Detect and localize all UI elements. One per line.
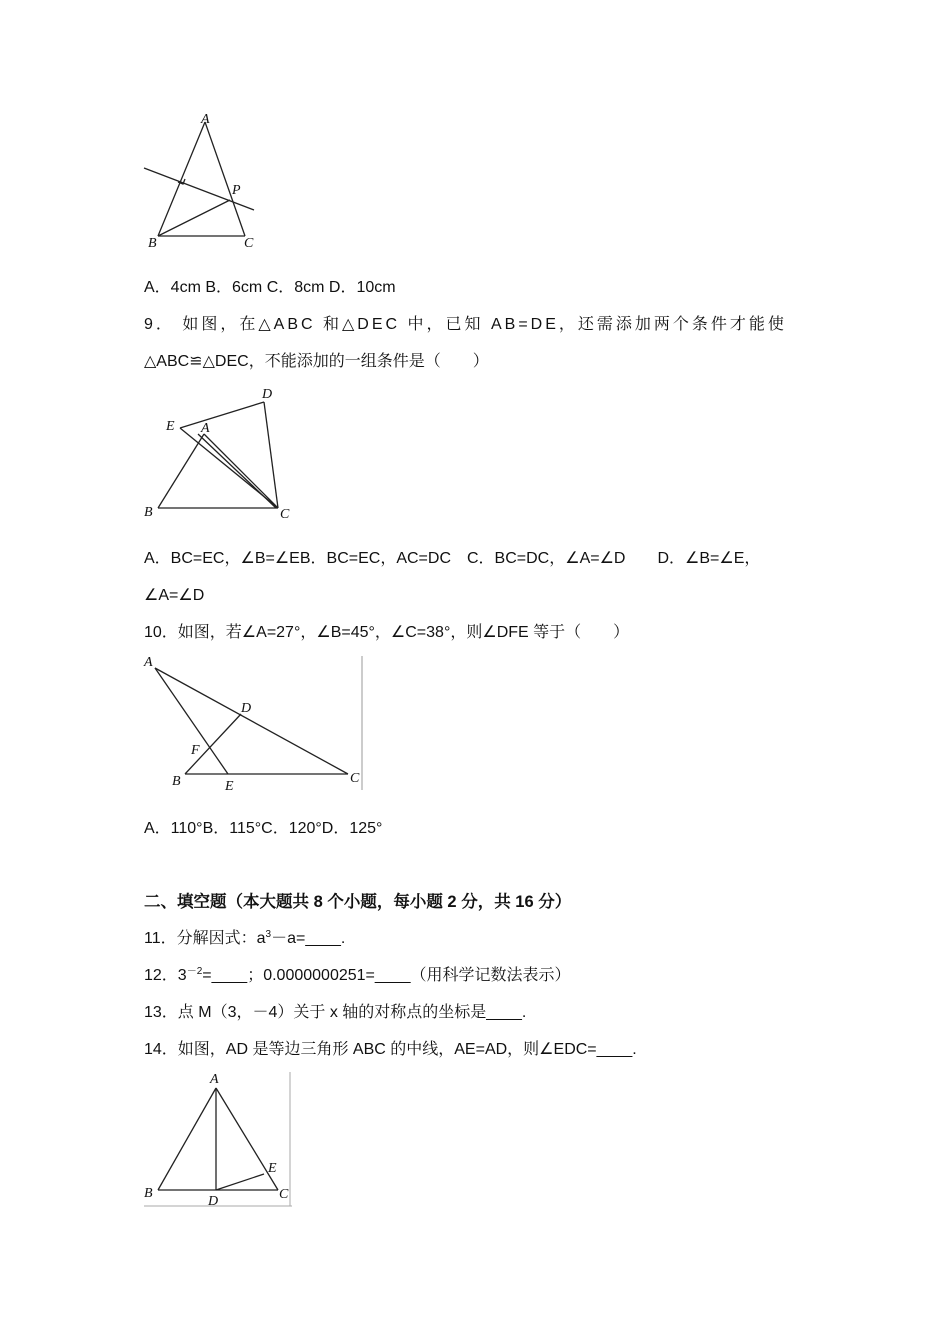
section2-title: 二、填空题（本大题共 8 个小题，每小题 2 分，共 16 分） — [144, 893, 572, 911]
q9-options-line2: ∠A=∠D — [144, 587, 205, 604]
q9-figure — [140, 382, 305, 522]
q9-label-e: E — [166, 419, 175, 434]
q10-question: 10．如图，若∠A=27°，∠B=45°，∠C=38°，则∠DFE 等于（ ） — [144, 624, 630, 641]
q14-label-b: B — [144, 1186, 153, 1201]
q10-label-a: A — [144, 655, 153, 670]
q9-options-line1: A．BC=EC，∠B=∠EB．BC=EC，AC=DC C．BC=DC，∠A=∠D D．∠B=∠E， — [144, 550, 761, 567]
q10-label-e: E — [225, 779, 234, 794]
q14-label-a: A — [210, 1072, 219, 1087]
q10-options: A．110°B．115°C．120°D．125° — [144, 820, 383, 837]
q11-exponent: 3 — [265, 929, 272, 940]
q9-label-d: D — [262, 387, 273, 402]
q14-figure — [140, 1068, 300, 1210]
q10-figure — [140, 652, 370, 794]
q9-question-line1: 9． 如图，在△ABC 和△DEC 中，已知 AB=DE，还需添加两个条件才能使 — [144, 316, 787, 333]
q10-label-c: C — [350, 771, 360, 786]
q13-question: 13．点 M（3，－4）关于 x 轴的对称点的坐标是____. — [144, 1004, 527, 1021]
q10-label-f: F — [191, 743, 200, 758]
q8-options: A．4cm B．6cm C．8cm D．10cm — [144, 279, 396, 296]
q8-label-a: A — [201, 112, 210, 127]
q9-label-b: B — [144, 505, 153, 520]
q8-label-b: B — [148, 236, 157, 251]
q14-label-d: D — [208, 1194, 219, 1209]
q10-label-d: D — [241, 701, 252, 716]
q11-question — [144, 928, 345, 950]
q9-label-a: A — [201, 421, 210, 436]
q14-question: 14．如图，AD 是等边三角形 ABC 的中线，AE=AD，则∠EDC=____. — [144, 1041, 637, 1058]
q11-suffix: －a=____. — [271, 930, 346, 947]
q12-suffix: =____；0.0000000251=____（用科学记数法表示） — [202, 967, 571, 984]
q12-prefix: 12．3 — [144, 967, 187, 984]
q11-prefix: 11．分解因式：a — [144, 930, 266, 947]
q12-exponent: －2 — [186, 966, 203, 977]
q9-label-c: C — [280, 507, 290, 522]
q8-figure — [140, 112, 260, 252]
q10-label-b: B — [172, 774, 181, 789]
q9-question-line2: △ABC≌△DEC，不能添加的一组条件是（ ） — [144, 353, 489, 370]
q14-label-c: C — [279, 1187, 289, 1202]
q8-label-c: C — [244, 236, 254, 251]
q14-label-e: E — [268, 1161, 277, 1176]
q12-question — [144, 965, 570, 987]
q8-label-p: P — [232, 183, 241, 198]
